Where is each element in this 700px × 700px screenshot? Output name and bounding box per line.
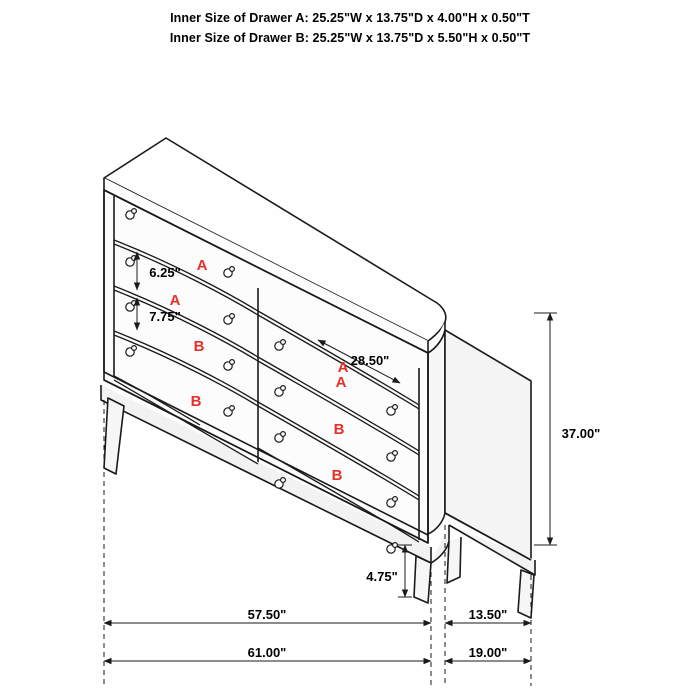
dim-leg-height: 4.75"	[366, 569, 398, 584]
dim-total-width: 61.00"	[247, 645, 287, 660]
dim-drawer-b-height: 7.75"	[149, 309, 181, 324]
drawer-b-note: Inner Size of Drawer B: 25.25"W x 13.75"D x 5.50"H x 0.50"T	[169, 31, 531, 45]
drawer-label-b1: B	[193, 338, 205, 355]
drawer-a-note: Inner Size of Drawer A: 25.25"W x 13.75"D x 4.00"H x 0.50"T	[170, 11, 530, 25]
dim-front-width: 57.50"	[247, 607, 287, 622]
dim-side-depth: 13.50"	[468, 607, 508, 622]
dim-overall-height: 37.00"	[561, 426, 601, 441]
dim-total-depth: 19.00"	[468, 645, 508, 660]
drawer-label-a2: A	[169, 292, 181, 309]
dim-top-depth: 28.50"	[350, 353, 390, 368]
drawer-label-a1: A	[196, 257, 208, 274]
drawer-label-b3: B	[333, 421, 345, 438]
drawer-label-b2: B	[190, 393, 202, 410]
dim-drawer-a-height: 6.25"	[149, 265, 181, 280]
dresser-body	[101, 138, 535, 618]
drawer-label-a3: A	[337, 359, 349, 376]
drawer-label-a4: A	[335, 374, 347, 391]
drawer-label-b4: B	[331, 467, 343, 484]
